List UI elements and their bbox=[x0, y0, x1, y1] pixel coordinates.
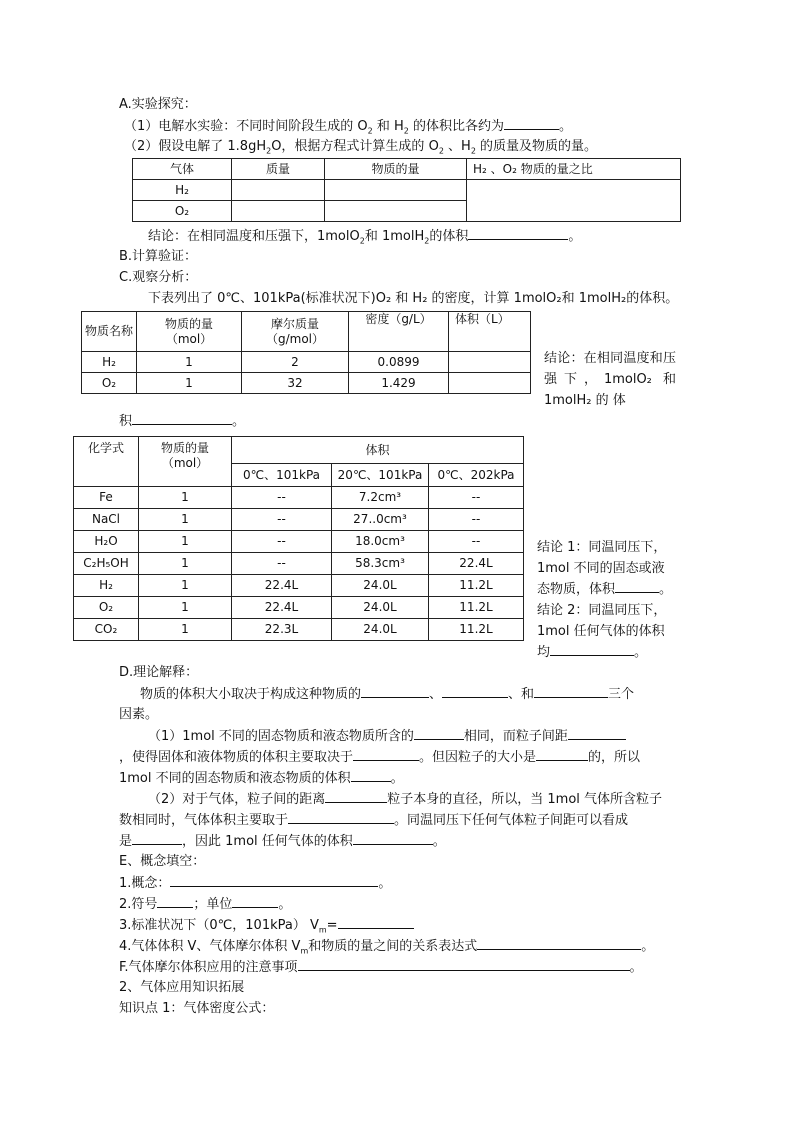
knowledge-point-1: 知识点 1：气体密度公式： bbox=[119, 1001, 275, 1016]
side-conclusion-2-blank-a[interactable] bbox=[615, 580, 659, 593]
blank[interactable] bbox=[414, 727, 464, 740]
conclusion-a: 结论：在相同温度和压强下，1molO$_2$和 1molH$_2$的体积 。 bbox=[148, 229, 582, 246]
side-conclusion-1: 结论：在相同温度和压强下，1molO₂ 和 1molH₂ 的 体 bbox=[544, 351, 676, 408]
concept-line-1: 1.概念： 。 bbox=[119, 876, 392, 891]
concept-line-4: 4.气体体积 V、气体摩尔体积 $V_m$和物质的量之间的关系表达式 。 bbox=[119, 939, 655, 956]
side-conclusion-1-blank[interactable] bbox=[132, 412, 232, 425]
blank[interactable] bbox=[568, 727, 626, 740]
section-d-p1-cont: 因素。 bbox=[119, 707, 159, 722]
density-table: 物质名称 物质的量（mol） 摩尔质量（g/mol） 密度（g/L） 体积（L） H₂ 1 2 0.0899 O₂ 1 32 1.429 bbox=[81, 311, 531, 394]
cell-input[interactable] bbox=[467, 180, 681, 222]
blank[interactable] bbox=[361, 685, 429, 698]
q1-blank[interactable] bbox=[504, 117, 559, 130]
cell-input[interactable] bbox=[449, 352, 531, 373]
blank[interactable] bbox=[132, 832, 182, 845]
cell-input[interactable] bbox=[325, 201, 467, 222]
section-d-p2-line3: 1mol 不同的固态物质和液态物质的体积 。 bbox=[119, 771, 404, 786]
cell-input[interactable] bbox=[232, 180, 325, 201]
notes-blank[interactable] bbox=[298, 958, 630, 971]
vm-blank[interactable] bbox=[338, 916, 414, 929]
section-d-p3-line3: 是 ，因此 1mol 任何气体的体积 。 bbox=[119, 834, 446, 849]
blank[interactable] bbox=[442, 685, 508, 698]
side-conclusion-2-blank-b[interactable] bbox=[550, 643, 634, 656]
symbol-blank[interactable] bbox=[157, 895, 193, 908]
conclusion-a-blank[interactable] bbox=[468, 227, 568, 240]
molar-volume-table: 化学式 物质的量（mol） 体积 0℃、101kPa 20℃、101kPa 0℃、202kPa Fe 1 -- 7.2cm³ -- NaCl 1 -- 27..0cm³ -- H₂O 1 -- 18.0cm³ -- C₂H₅OH 1 -- 58.3cm³ 22.4L H₂ 1 22.4L 24.0L 11.2L O₂ 1 22.4L 24.0L 11.2L CO₂ 1 22.3L 24.0L 11.2L bbox=[73, 436, 524, 641]
section-f: F.气体摩尔体积应用的注意事项 。 bbox=[119, 960, 643, 975]
section-c-intro: 下表列出了 0℃、101kPa(标准状况下)O₂ 和 H₂ 的密度，计算 1molO₂和 1molH₂的体积。 bbox=[148, 291, 679, 306]
cell-input[interactable] bbox=[325, 180, 467, 201]
blank[interactable] bbox=[288, 811, 394, 824]
question-2: （2）假设电解了 $1.8gH_2O$，根据方程式计算生成的 $O_2$ 、$H_2$ 的质量及物质的量。 bbox=[124, 139, 598, 156]
section-b-title: B.计算验证： bbox=[119, 249, 198, 264]
section-d-p1: 物质的体积大小取决于构成这种物质的 、 、和 三个 bbox=[140, 687, 635, 702]
side-conclusion-2: 结论 1：同温同压下，1mol 不同的固态或液态物质，体积 。 结论 2：同温同压下，1mol 任何气体的体积均 。 bbox=[537, 540, 673, 660]
cell-input[interactable] bbox=[232, 201, 325, 222]
relation-blank[interactable] bbox=[477, 937, 641, 950]
section-d-p2-line2: ，使得固体和液体物质的体积主要取决于 。但因粒子的大小是 的，所以 bbox=[119, 750, 641, 765]
blank[interactable] bbox=[536, 748, 588, 761]
unit-blank[interactable] bbox=[232, 895, 278, 908]
section-d-title: D.理论解释： bbox=[119, 665, 199, 680]
concept-blank[interactable] bbox=[170, 874, 378, 887]
blank[interactable] bbox=[534, 685, 608, 698]
section-e-title: E、概念填空： bbox=[119, 854, 206, 869]
cell-input[interactable] bbox=[449, 373, 531, 394]
blank[interactable] bbox=[353, 832, 433, 845]
section-d-p3-line2: 数相同时，气体体积主要取于 。同温同压下任何气体粒子间距可以看成 bbox=[119, 813, 629, 828]
electrolysis-table: 气体 质量 物质的量 H₂ 、O₂ 物质的量之比 H₂ O₂ bbox=[132, 158, 681, 222]
part-2-title: 2、气体应用知识拓展 bbox=[119, 980, 245, 995]
blank[interactable] bbox=[353, 748, 419, 761]
section-d-p2-line1: （1）1mol 不同的固态物质和液态物质所含的 相同，而粒子间距 bbox=[148, 727, 626, 746]
section-a-title: A.实验探究： bbox=[119, 97, 197, 112]
question-1: （1）电解水实验：不同时间阶段生成的 $O_2$ 和 $H_2$ 的体积比各约为 。 bbox=[124, 119, 573, 136]
blank[interactable] bbox=[351, 769, 391, 782]
concept-line-3: 3.标准状况下（0℃，101kPa） $V_m=$ bbox=[119, 916, 414, 940]
blank[interactable] bbox=[325, 790, 387, 803]
side-conclusion-1-cont: 积 。 bbox=[119, 414, 246, 429]
section-c-title: C.观察分析： bbox=[119, 270, 198, 285]
section-d-p3-line1: （2）对于气体，粒子间的距离 粒子本身的直径，所以，当 1mol 气体所含粒子 bbox=[148, 792, 663, 807]
concept-line-2: 2.符号 ；单位 。 bbox=[119, 897, 292, 912]
